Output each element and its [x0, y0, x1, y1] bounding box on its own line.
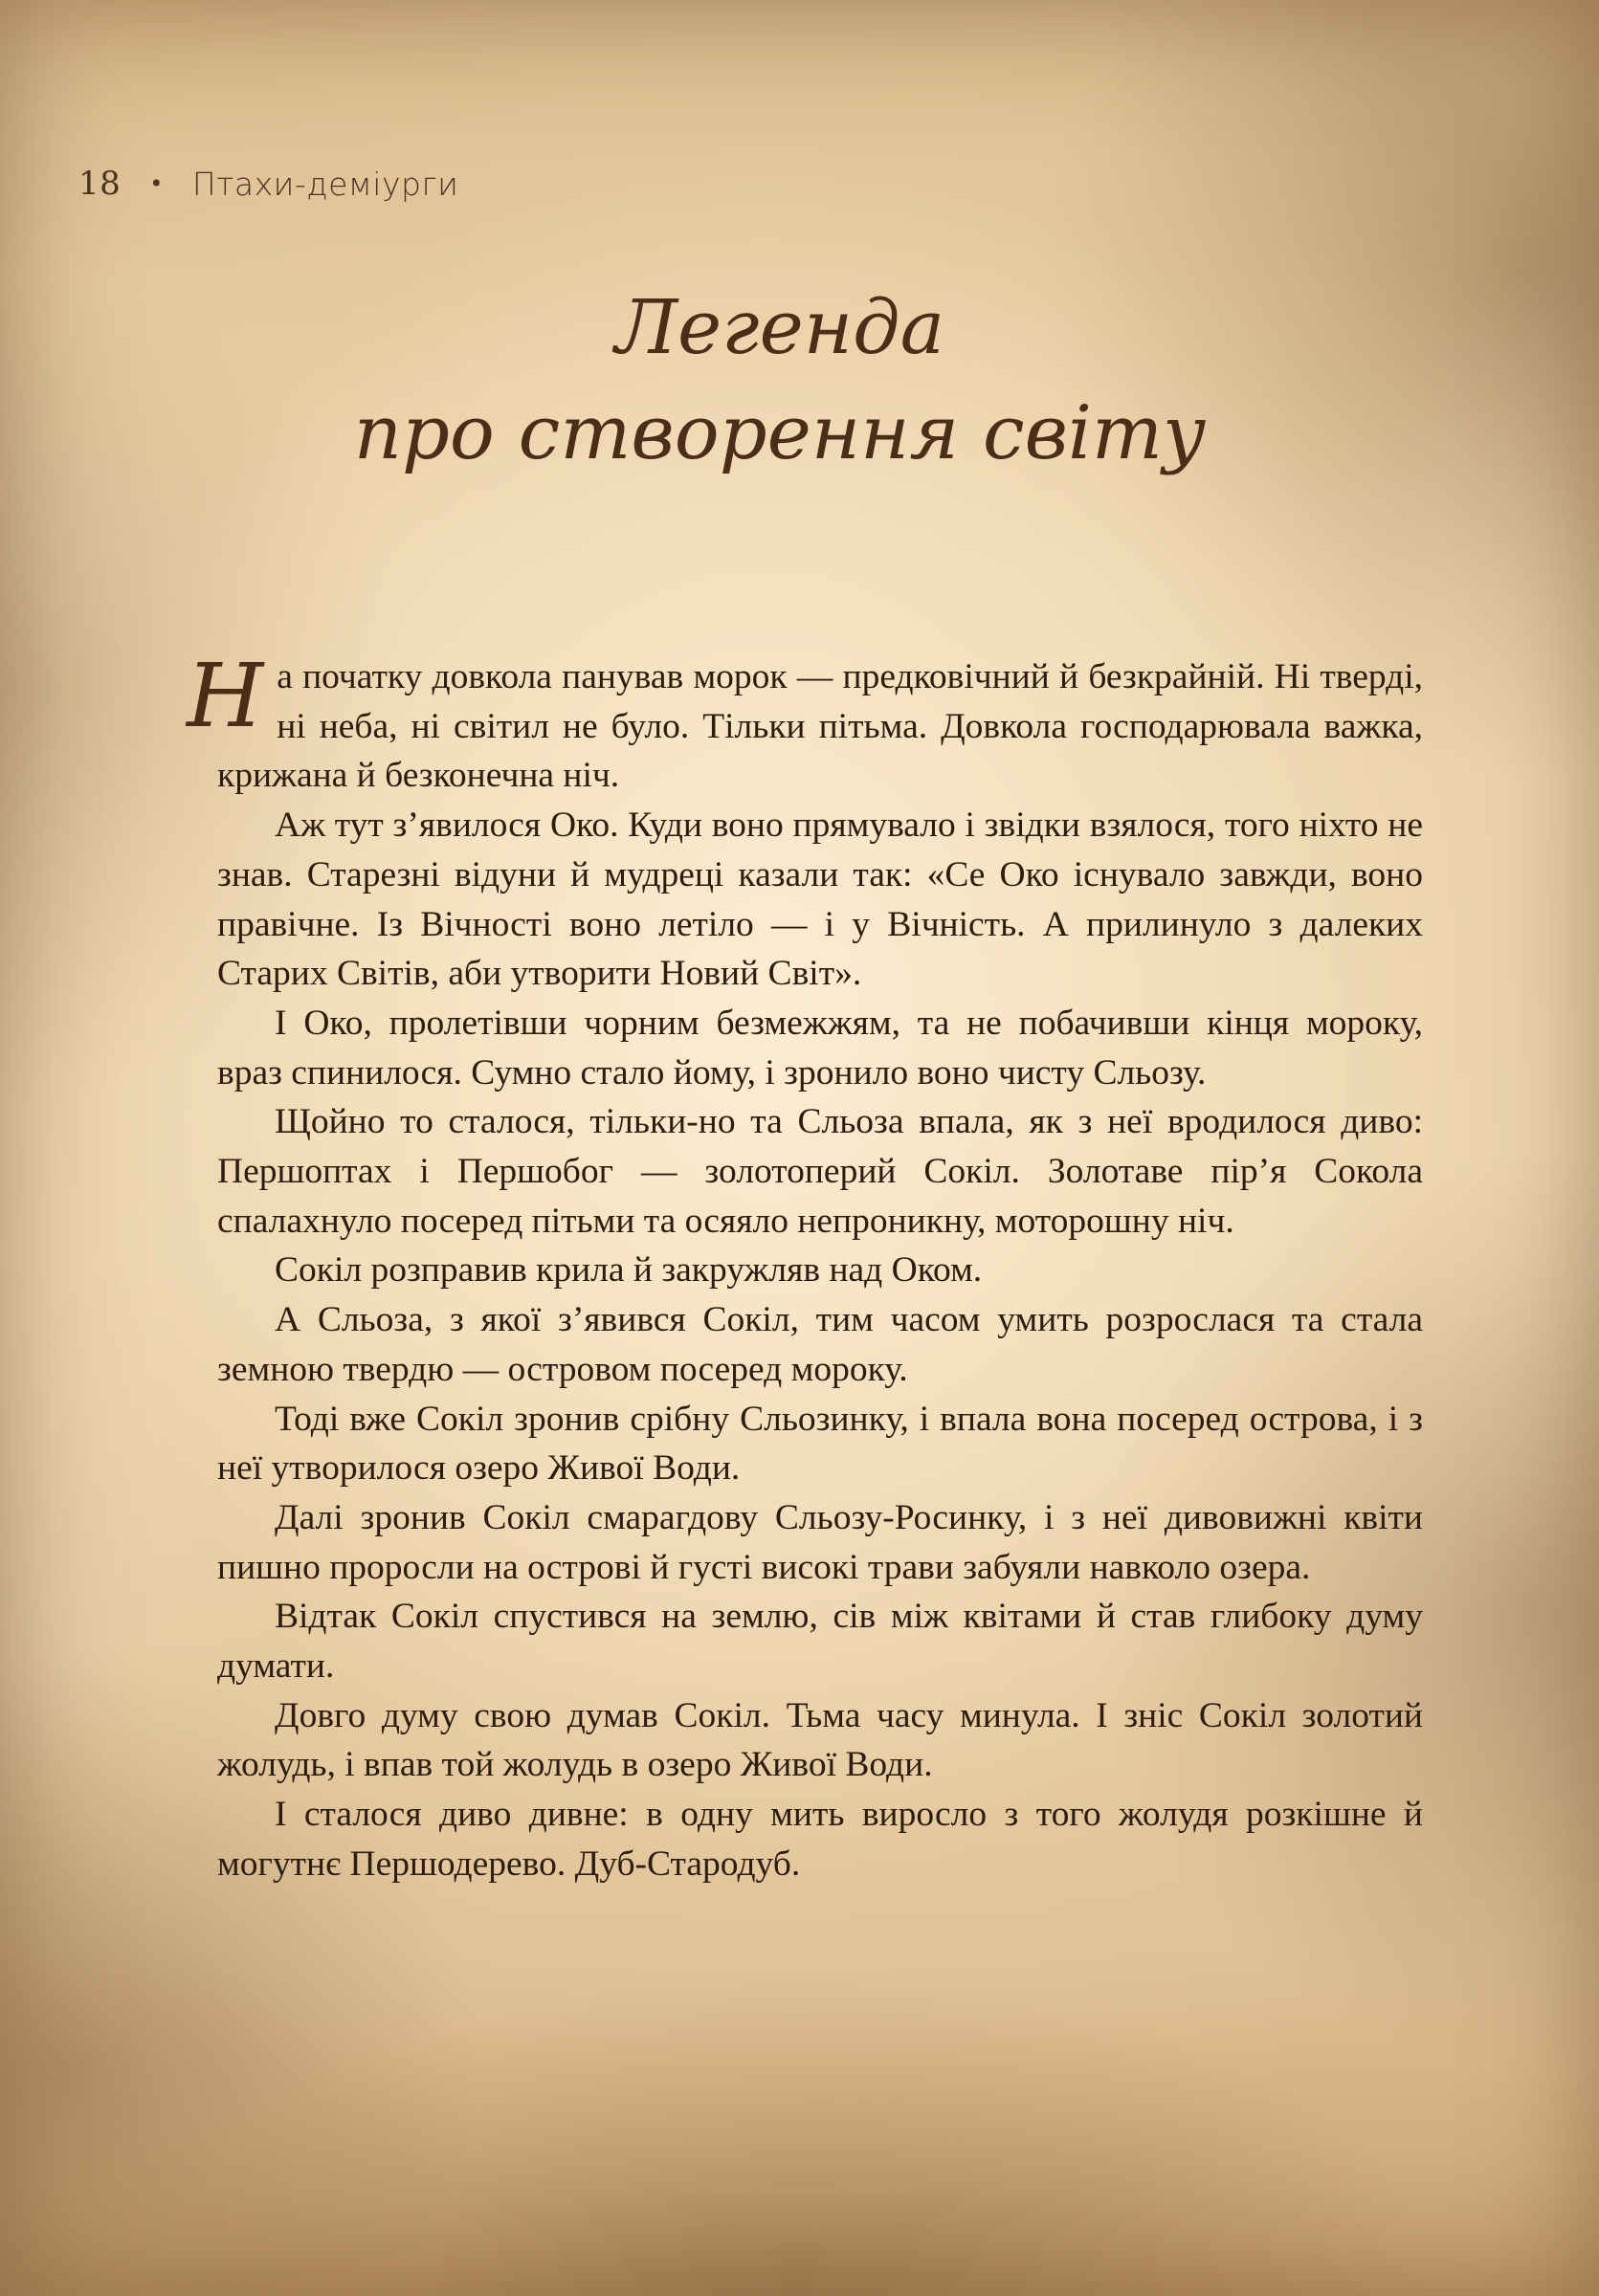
chapter-title-line-2: про створення світу: [353, 390, 1207, 476]
book-title: Птахи-деміурги: [191, 165, 459, 203]
drop-cap: Н: [187, 645, 264, 747]
header-separator: •: [149, 170, 164, 197]
page-number: 18: [78, 165, 122, 203]
paragraph: [187, 645, 1423, 801]
paragraph: Довго думу свою думав Сокіл. Тьма часу минула. І зніс Сокіл золотий жолудь, і впав той жолудь в озеро Живої Води.: [217, 1695, 1423, 1785]
paragraph: Відтак Сокіл спустився на землю, сів між квітами й став глибоку думу думати.: [217, 1597, 1423, 1687]
paragraph: І сталося диво дивне: в одну мить виросло з того жолудя розкішне й могутнє Першодерево. Дуб-Стародуб.: [217, 1795, 1423, 1884]
paragraph: Далі зронив Сокіл смарагдову Сльозу-Росинку, і з неї дивовижні квіти пишно проросли на острові й густі високі трави забуяли навколо озера.: [217, 1497, 1423, 1587]
paragraph: Аж тут з’явилося Око. Куди воно прямувало і звідки взялося, того ніхто не знав. Старезні відуни й мудреці казали так: «Се Око існувало завжди, воно правічне. Із Вічності воно летіло — і у Вічність. А прилинуло з далеких Старих Світів, аби утворити Новий Світ».: [217, 806, 1423, 994]
paragraph: І Око, пролетівши чорним безмежжям, та не побачивши кінця мороку, враз спинилося. Сумно стало йому, і зронило воно чисту Сльозу.: [217, 1003, 1423, 1093]
chapter-body: [187, 645, 1423, 1889]
running-header: [78, 165, 458, 203]
paragraph-text: а початку довкола панував морок — предковічний й безкрайній. Ні тверді, ні неба, ні світил не було. Тільки пітьма. Довкола господарювала важка, крижана й безконечна ніч.: [217, 657, 1423, 796]
chapter-title: [230, 276, 1330, 486]
paragraph: Тоді вже Сокіл зронив срібну Сльозинку, і впала вона посеред острова, і з неї утворилося озеро Живої Води.: [217, 1399, 1423, 1489]
chapter-title-line-1: Легенда: [614, 285, 945, 371]
paragraph: А Сльоза, з якої з’явився Сокіл, тим часом умить розрослася та стала земною твердю — островом посеред мороку.: [217, 1300, 1423, 1389]
paragraph: Сокіл розправив крила й закружляв над Оком.: [275, 1250, 983, 1291]
paragraph: Щойно то сталося, тільки-но та Сльоза впала, як з неї вродилося диво: Першоптах і Першобог — золотоперий Сокіл. Золотаве пір’я Сокола спалахнуло посеред пітьми та осяяло непроникну, моторошну ніч.: [217, 1102, 1423, 1241]
